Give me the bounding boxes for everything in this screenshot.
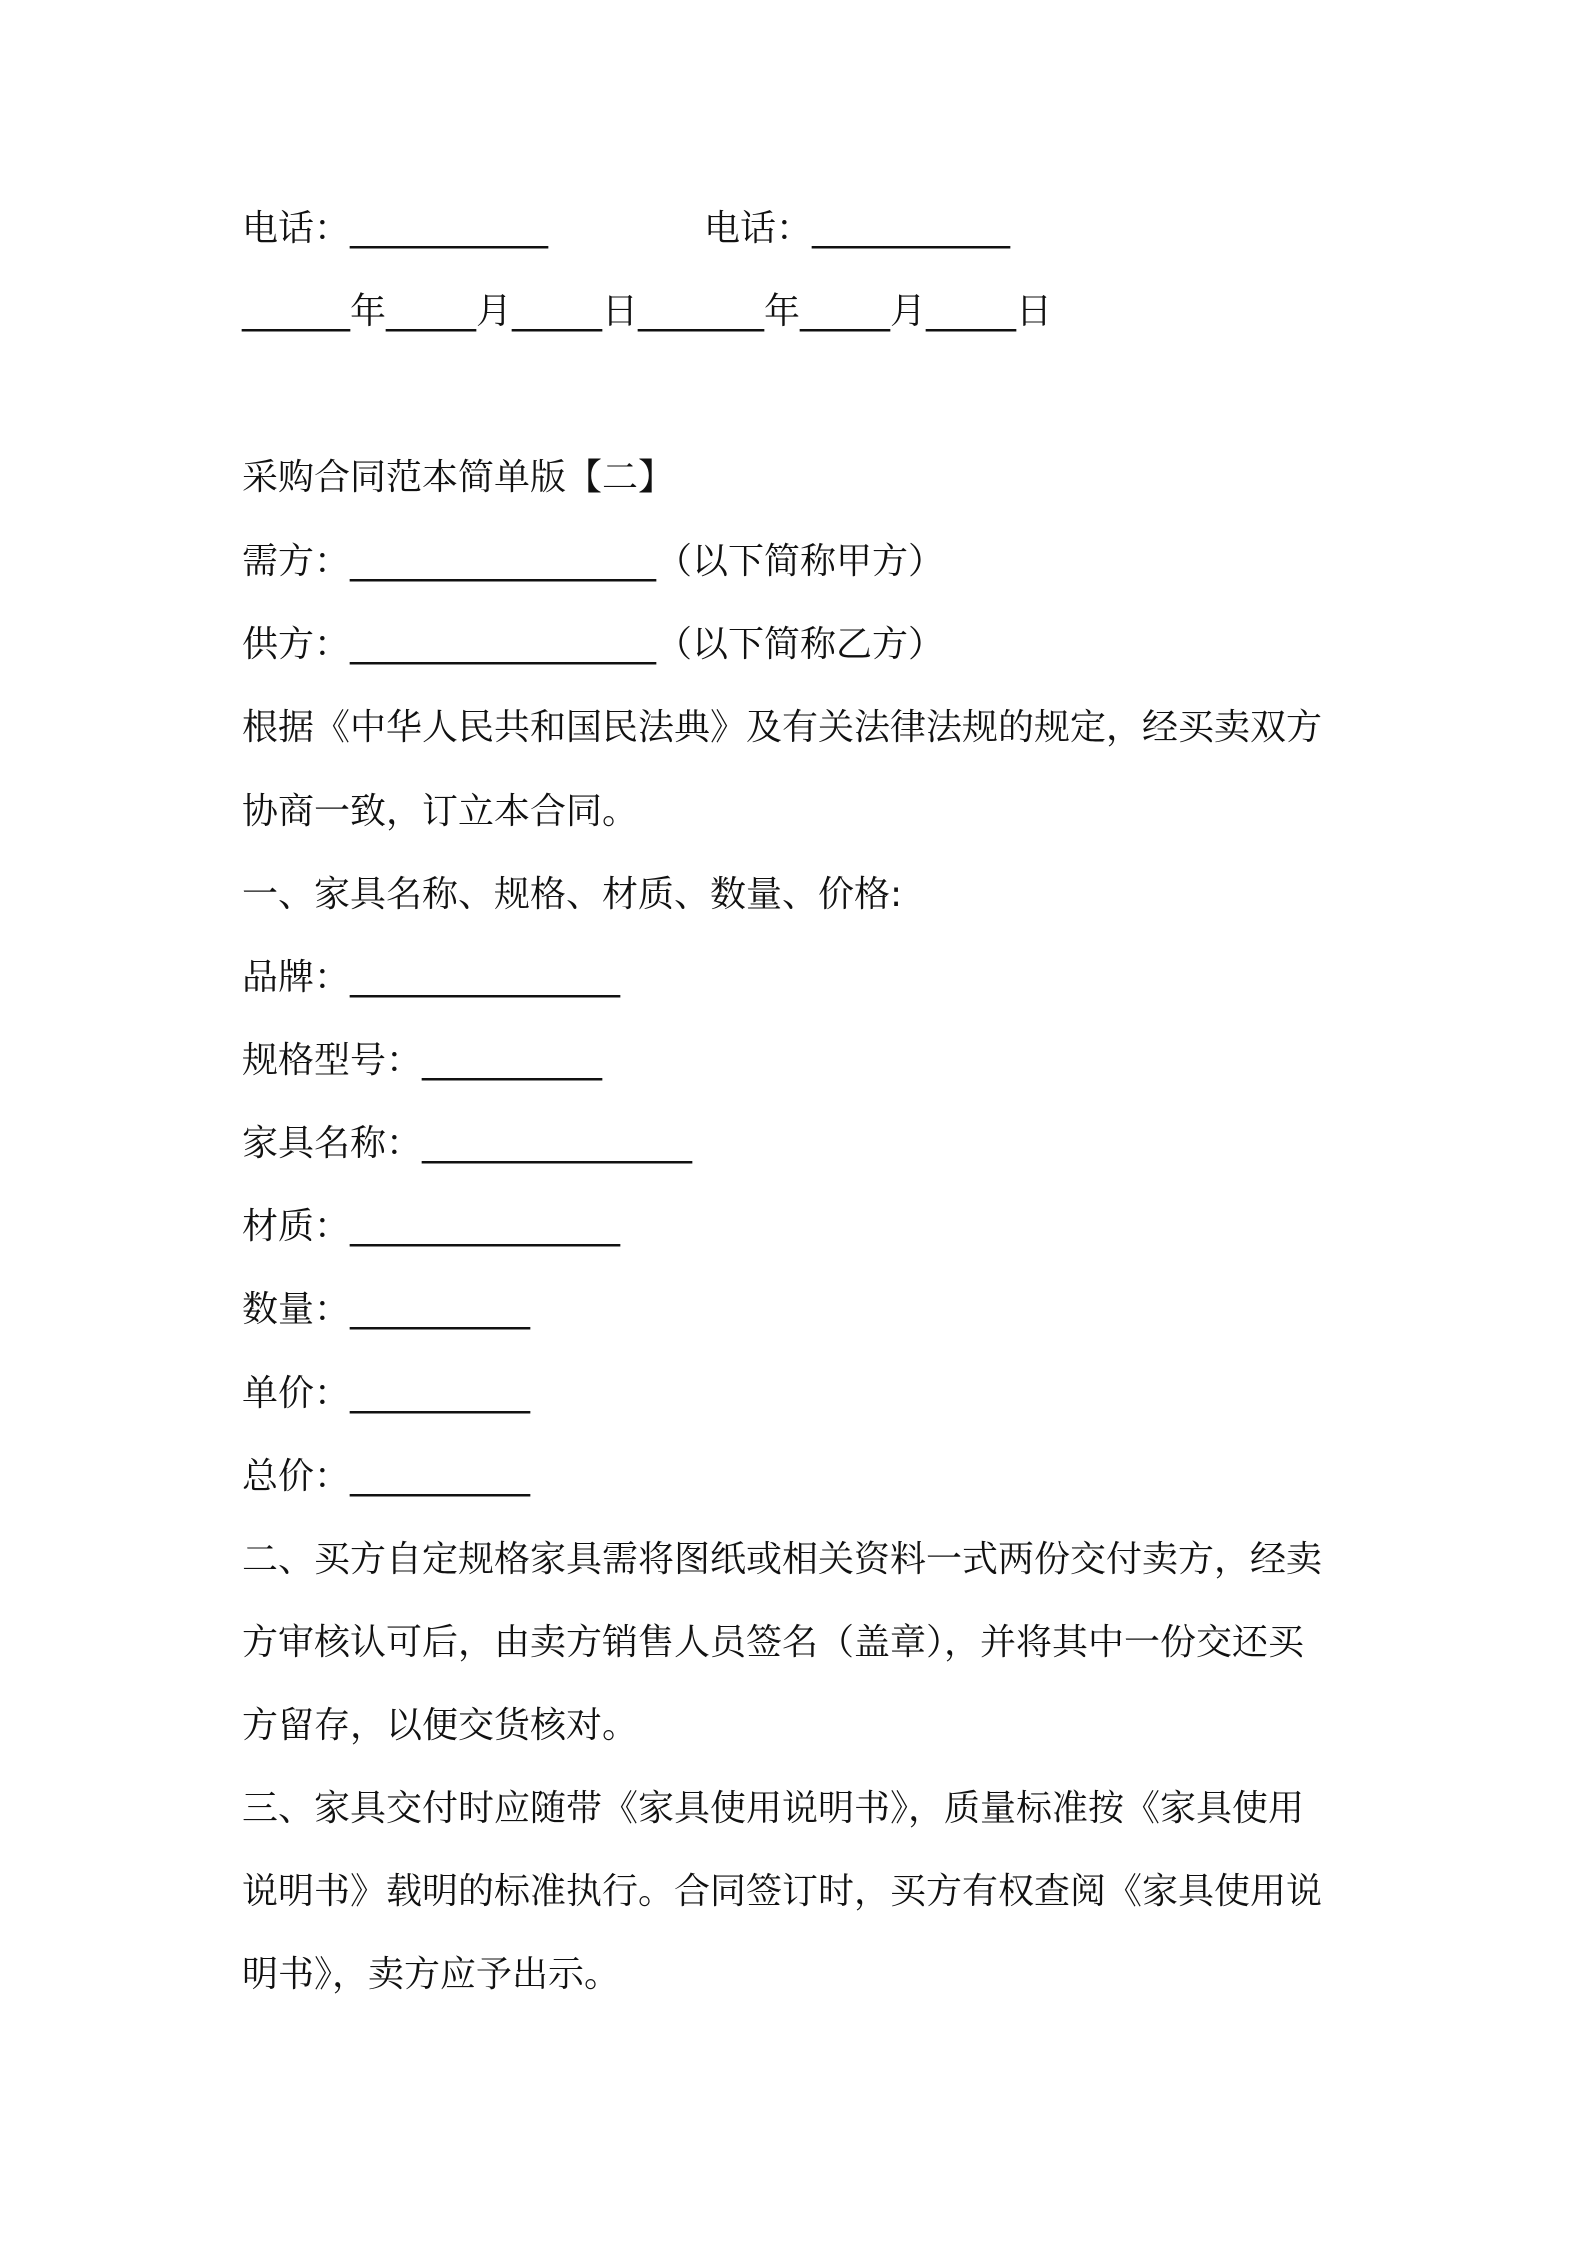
- date-fields: ______年_____月_____日_______年_____月_____日: [242, 291, 1052, 332]
- total-price-field: 总价：__________: [242, 1456, 531, 1497]
- intro-paragraph-line-2: 协商一致，订立本合同。: [242, 791, 639, 832]
- unit-price-field: 单价：__________: [242, 1373, 531, 1414]
- furniture-name-field: 家具名称：_______________: [242, 1123, 693, 1164]
- quantity-field: 数量：__________: [242, 1289, 531, 1330]
- section-2-line-3: 方留存，以便交货核对。: [242, 1705, 639, 1746]
- phone-field-left: 电话：___________: [242, 208, 549, 249]
- phone-field-right: 电话：___________: [704, 208, 1011, 249]
- section-2-line-2: 方审核认可后，由卖方销售人员签名（盖章），并将其中一份交还买: [242, 1622, 1305, 1663]
- material-field: 材质：_______________: [242, 1206, 621, 1247]
- section-3-line-1: 三、家具交付时应随带《家具使用说明书》，质量标准按《家具使用: [242, 1788, 1305, 1829]
- section-3-line-3: 明书》，卖方应予出示。: [242, 1954, 621, 1995]
- model-field: 规格型号：__________: [242, 1040, 603, 1081]
- section-2-line-1: 二、买方自定规格家具需将图纸或相关资料一式两份交付卖方，经卖: [242, 1539, 1323, 1580]
- section-3-line-2: 说明书》载明的标准执行。合同签订时，买方有权查阅《家具使用说: [242, 1871, 1323, 1912]
- buyer-field: 需方：_________________（以下简称甲方）: [242, 541, 945, 582]
- seller-field: 供方：_________________（以下简称乙方）: [242, 624, 945, 665]
- contract-title: 采购合同范本简单版【二】: [242, 457, 675, 498]
- intro-paragraph-line-1: 根据《中华人民共和国民法典》及有关法律法规的规定，经买卖双方: [242, 707, 1323, 748]
- brand-field: 品牌：_______________: [242, 957, 621, 998]
- section-1-title: 一、家具名称、规格、材质、数量、价格:: [242, 874, 903, 915]
